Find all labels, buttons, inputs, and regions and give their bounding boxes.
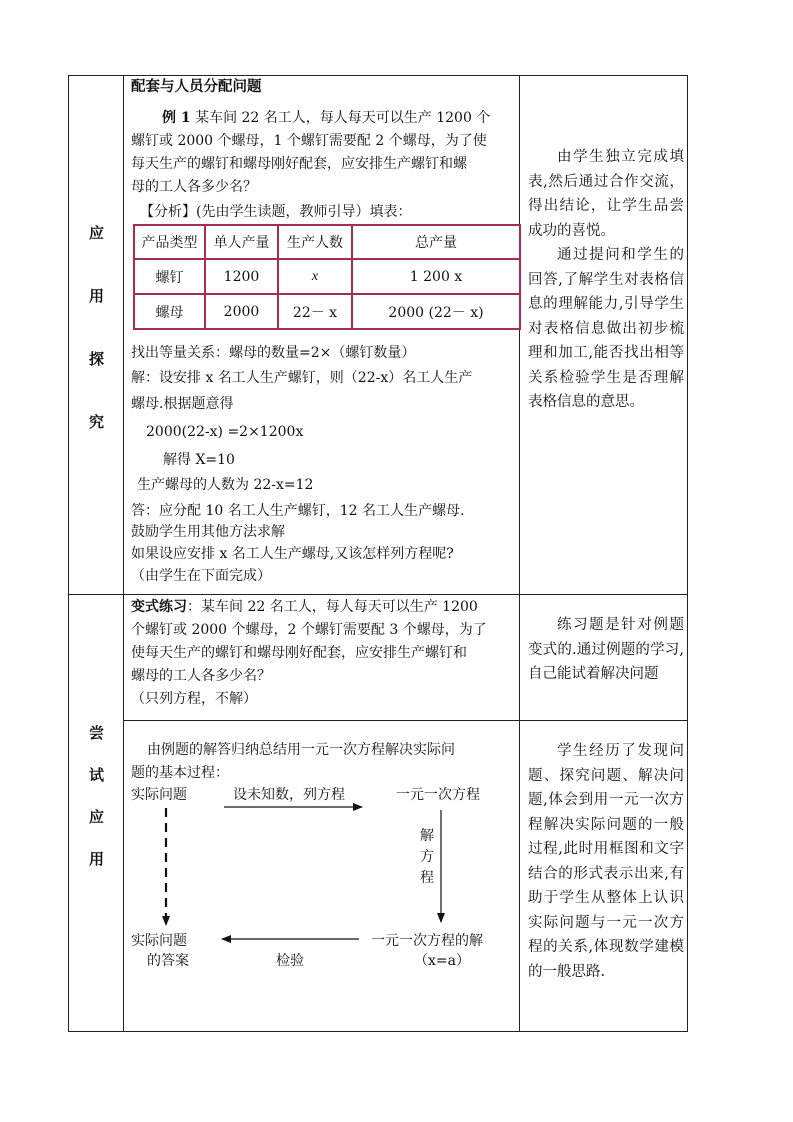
- example-line: 每天生产的螺钉和螺母刚好配套，应安排生产螺钉和螺: [131, 156, 467, 172]
- solution-line: 解得 X=10: [163, 452, 235, 468]
- flow-down-char: 解: [420, 828, 434, 844]
- solution-line: 生产螺母的人数为 22-x=12: [137, 477, 314, 493]
- table-cell: 螺母: [134, 294, 205, 329]
- table-cell: 2000 (22－ x): [352, 294, 520, 329]
- section-label-char: 用: [88, 287, 104, 305]
- example-text: 某车间 22 名工人，每人每天可以生产 1200 个: [195, 110, 491, 126]
- solution-line: （由学生在下面完成）: [131, 568, 271, 584]
- note-paragraph: 练习题是针对例题变式的.通过例题的学习,自己能试着解决问题: [528, 617, 684, 682]
- flow-top-arrow-label: 设未知数，列方程: [233, 787, 345, 803]
- table-cell: 1200: [205, 259, 278, 294]
- section-label-char: 应: [88, 224, 104, 242]
- summary-line: 题的基本过程：: [131, 765, 229, 781]
- solution-line: 2000(22-x) =2×1200x: [146, 424, 304, 440]
- solution-line: 如果设应安排 x 名工人生产螺母,又该怎样列方程呢?: [131, 546, 454, 562]
- flow-bottom-left-sub: 的答案: [147, 953, 189, 969]
- table-cell: 1 200 x: [352, 259, 520, 294]
- flow-bottom-left: 实际问题: [131, 933, 187, 949]
- table-cell: 螺钉: [134, 259, 205, 294]
- section-title: 配套与人员分配问题: [131, 79, 262, 95]
- section-label-char: 探: [88, 350, 104, 368]
- section-label-char: 应: [88, 808, 104, 826]
- table-header: 总产量: [352, 225, 520, 259]
- solution-line: 答：应分配 10 名工人生产螺钉，12 名工人生产螺母.: [131, 503, 465, 519]
- table-cell: x: [278, 259, 352, 294]
- table-cell: 2000: [205, 294, 278, 329]
- flow-down-char: 方: [420, 849, 434, 865]
- flow-bottom-right: 一元一次方程的解: [371, 933, 483, 949]
- variant-label: 变式练习: [131, 599, 187, 615]
- example-label: 例 1: [162, 110, 191, 126]
- section-label-char: 用: [88, 850, 104, 868]
- table-header: 单人产量: [205, 225, 278, 259]
- flow-top-right: 一元一次方程: [396, 787, 480, 803]
- example-line: 螺钉或 2000 个螺母，1 个螺钉需要配 2 个螺母，为了使: [131, 133, 487, 149]
- note-paragraph: 学生经历了发现问题、探究问题、解决问题,体会到用一元一次方程解决实际问题的一般过程,此时用框图和文字结合的形式表示出来,有助于学生从整体上认识实际问题与一元一次方程的关系,体现数学建模的一般思路.: [528, 743, 684, 980]
- flow-top-left: 实际问题: [131, 787, 187, 803]
- variant-line: 使每天生产的螺钉和螺母刚好配套，应安排生产螺钉和: [131, 645, 467, 661]
- summary-line: 由例题的解答归纳总结用一元一次方程解决实际问: [147, 742, 455, 758]
- section-label-char: 试: [88, 766, 104, 784]
- summary-teacher-note: [528, 739, 684, 984]
- table-header: 产品类型: [134, 225, 205, 259]
- note-paragraph: 由学生独立完成填表,然后通过合作交流，得出结论，让学生品尝成功的喜悦。: [528, 149, 684, 239]
- variant-line: 个螺钉或 2000 个螺母，2 个螺钉需要配 3 个螺母，为了: [131, 622, 487, 638]
- flow-bottom-arrow-label: 检验: [276, 953, 304, 969]
- variant-text: ：某车间 22 名工人，每人每天可以生产 1200: [187, 599, 478, 615]
- table-cell: 22－ x: [278, 294, 352, 329]
- solution-line: 鼓励学生用其他方法求解: [131, 524, 285, 540]
- solution-line: 螺母.根据题意得: [131, 396, 234, 412]
- flow-bottom-right-sub: （x=a）: [414, 953, 470, 969]
- section-label-char: 究: [88, 413, 104, 431]
- table-header: 生产人数: [278, 225, 352, 259]
- example-line: 母的工人各多少名？: [131, 179, 257, 195]
- solution-line: 找出等量关系：螺母的数量=2×（螺钉数量）: [131, 345, 416, 361]
- section-label-char: 尝: [88, 724, 104, 742]
- variant-line: （只列方程，不解）: [131, 691, 257, 707]
- analysis-prompt: 【分析】(先由学生读题，教师引导）填表：: [140, 204, 412, 220]
- flow-down-char: 程: [420, 870, 434, 886]
- note-paragraph: 通过提问和学生的回答,了解学生对表格信息的理解能力,引导学生对表格信息做出初步梳理和加工,能否找出相等关系检验学生是否理解表格信息的意思。: [528, 247, 684, 410]
- solution-line: 解：设安排 x 名工人生产螺钉，则（22-x）名工人生产: [131, 370, 473, 386]
- variant-line: 螺母的工人各多少名？: [131, 668, 271, 684]
